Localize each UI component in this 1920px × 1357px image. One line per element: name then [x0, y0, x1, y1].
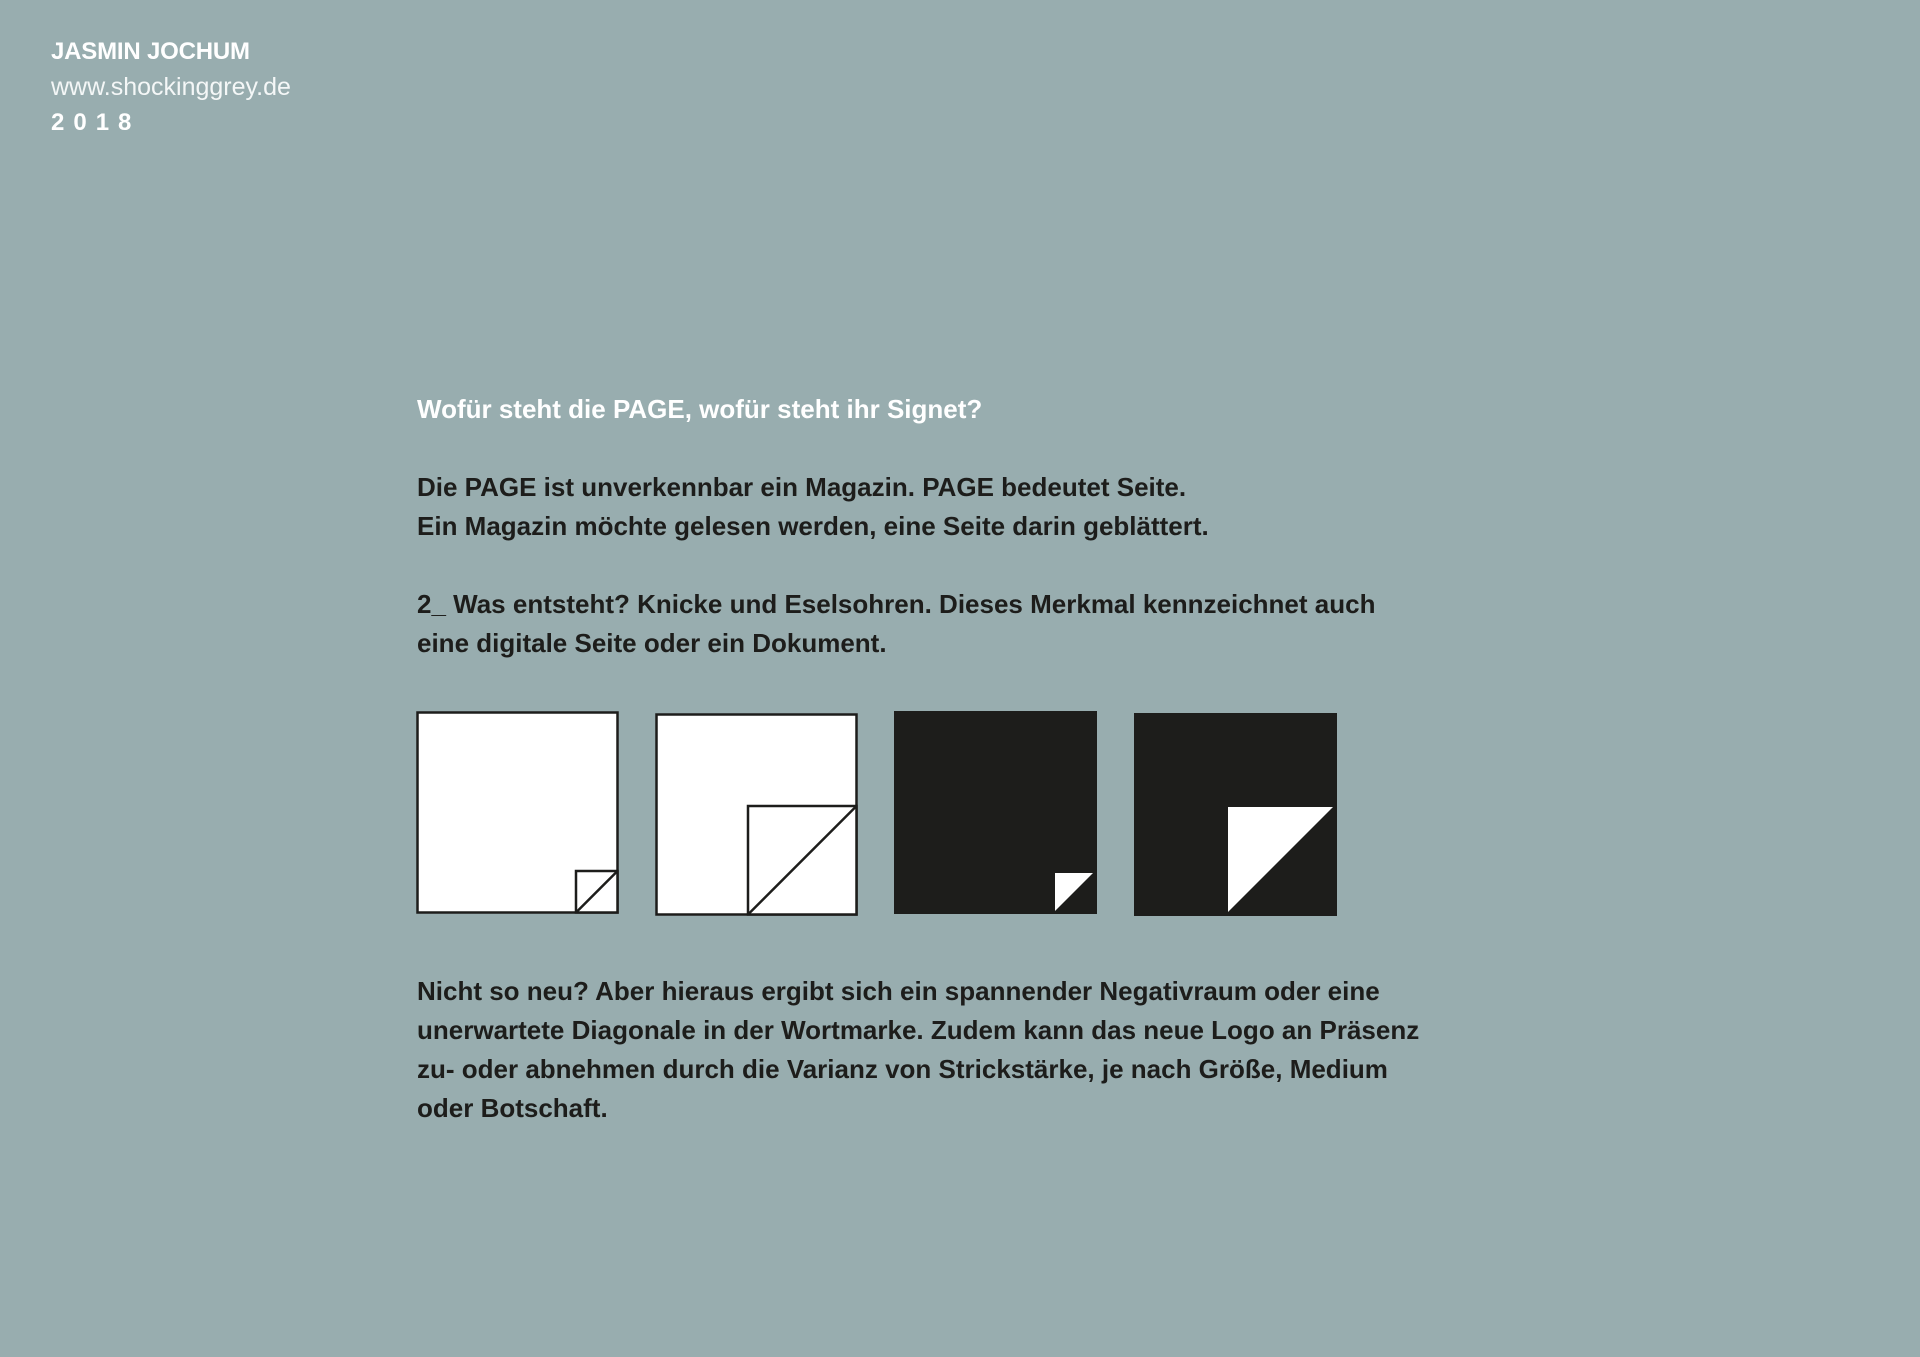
page-white-small-fold-icon [416, 711, 620, 917]
paragraph-2-line-1: 2_ Was entsteht? Knicke und Eselsohren. Dieses Merkmal kennzeichnet auch [417, 589, 1376, 619]
main-content [417, 390, 1457, 663]
page-white-large-fold-icon [655, 711, 859, 917]
author-website: www.shockinggrey.de [51, 73, 291, 101]
paragraph-3-line-2: unerwartete Diagonale in der Wortmarke. Zudem kann das neue Logo an Präsenz [417, 1015, 1420, 1045]
paragraph-3-line-1: Nicht so neu? Aber hieraus ergibt sich ein spannender Negativraum oder eine [417, 976, 1380, 1006]
fold-icons-row [416, 711, 1336, 917]
paragraph-1-line-2: Ein Magazin möchte gelesen werden, eine Seite darin geblättert. [417, 511, 1209, 541]
paragraph-3-line-4: oder Botschaft. [417, 1093, 608, 1123]
paragraph-1-line-1: Die PAGE ist unverkennbar ein Magazin. PAGE bedeutet Seite. [417, 472, 1187, 502]
spacer [417, 429, 1457, 468]
question-heading: Wofür steht die PAGE, wofür steht ihr Signet? [417, 394, 983, 424]
page-black-large-fold-icon [1134, 711, 1338, 917]
closing-content [417, 972, 1457, 1128]
page-black-small-fold-icon [894, 711, 1098, 917]
spacer [417, 546, 1457, 585]
year-label: 2018 [51, 109, 141, 136]
author-header [51, 35, 291, 141]
paragraph-3-line-3: zu- oder abnehmen durch die Varianz von Strickstärke, je nach Größe, Medium [417, 1054, 1388, 1084]
paragraph-2-line-2: eine digitale Seite oder ein Dokument. [417, 628, 887, 658]
author-name: JASMIN JOCHUM [51, 38, 250, 65]
